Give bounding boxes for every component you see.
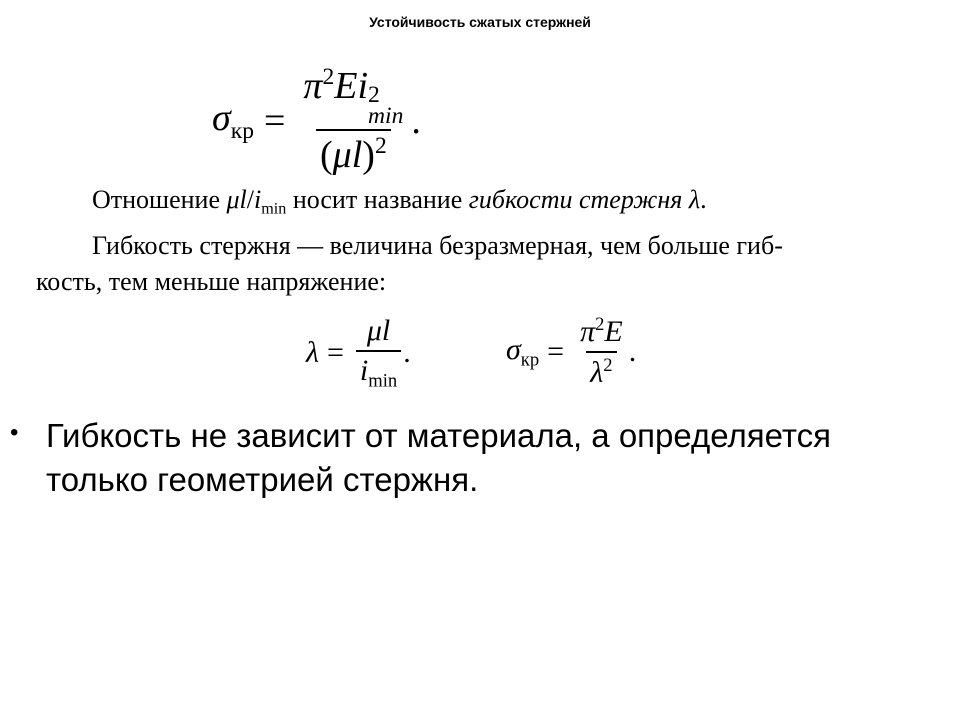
bullet-item (10, 414, 940, 502)
equals-sign: = (263, 99, 286, 142)
fraction (356, 314, 401, 393)
slenderness-formula (306, 314, 411, 393)
slenderness-definition-text: Отношение $\mu l/i_{min}$ носит название гибкости стержня λ. (92, 185, 707, 218)
denominator: $\lambda^2$ (586, 351, 616, 390)
slenderness-text-line-2: кость, тем меньше напряжение: (36, 267, 387, 296)
numerator: $\pi^2E$ (580, 314, 623, 349)
sigma-symbol: $\sigma_{кр}$ (506, 332, 540, 371)
period: . (403, 336, 411, 370)
equals-sign: = (327, 336, 344, 370)
numerator: μl (366, 314, 391, 347)
denominator: $i_{min}$ (356, 350, 401, 393)
equals-sign: = (547, 335, 565, 369)
fraction (576, 314, 627, 390)
critical-stress-formula (212, 64, 421, 177)
period: . (411, 99, 421, 142)
slenderness-text-line-1: Гибкость стержня — величина безразмерная, чем больше гиб- (92, 231, 783, 260)
bullet-marker: • (10, 419, 19, 446)
denominator: $(\mu l)^2$ (316, 129, 391, 177)
numerator: $\pi^2Ei$ 2 min (303, 64, 404, 129)
slide-title: Устойчивость сжатых стержней (369, 14, 591, 30)
critical-stress-slenderness-formula (506, 314, 636, 390)
lambda-symbol: λ (306, 336, 319, 370)
bullet-text: Гибкость не зависит от материала, а определяется только геометрией стержня. (46, 417, 832, 498)
fraction (299, 64, 407, 177)
sigma-symbol: $\sigma_{кр}$ (212, 96, 254, 145)
period: . (628, 335, 637, 369)
